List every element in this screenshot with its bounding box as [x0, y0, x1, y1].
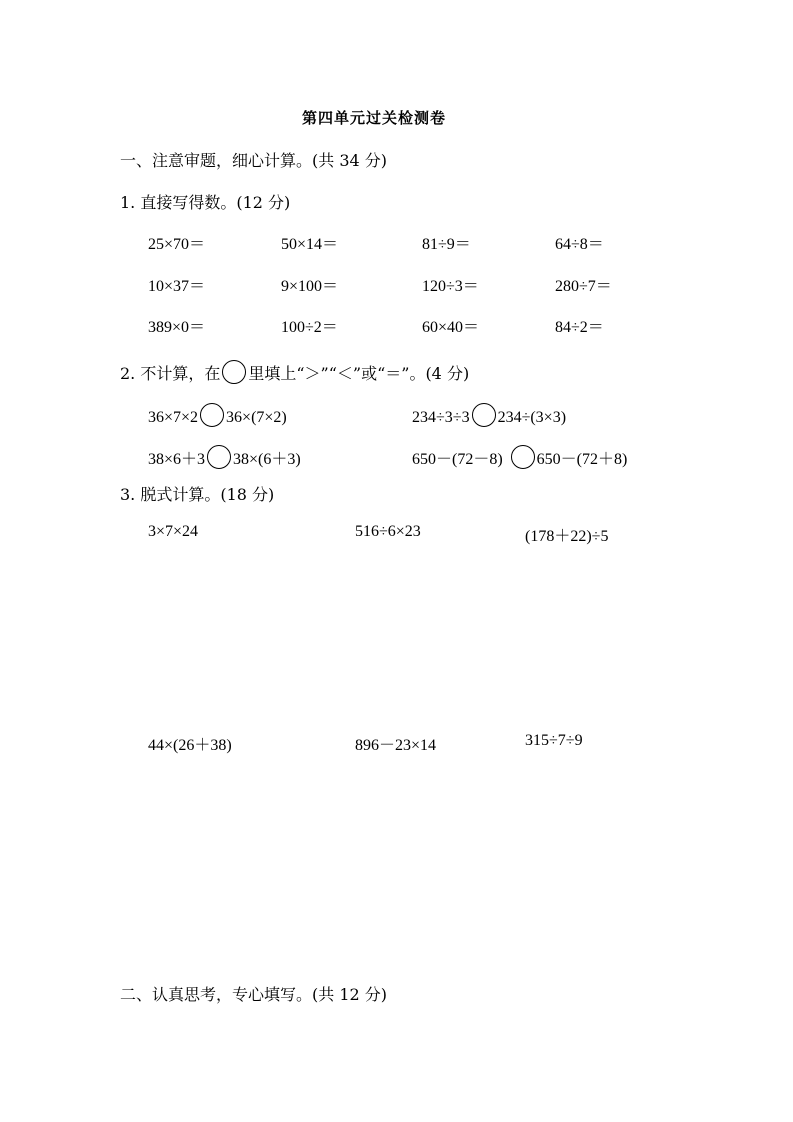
- q2-item: 36×7×2 36×(7×2): [148, 403, 287, 427]
- q1-item: 64÷8＝: [555, 236, 604, 253]
- compare-circle[interactable]: [472, 403, 496, 427]
- q2-heading-end: 里填上“＞”“＜”或“＝”。(4 分): [248, 364, 470, 383]
- q2-item: 234÷3÷3 234÷(3×3): [412, 403, 566, 427]
- q2-heading-start: 2. 不计算，在: [120, 364, 221, 383]
- section-2-heading: 二、认真思考，专心填写。(共 12 分): [120, 985, 388, 1004]
- compare-circle[interactable]: [207, 445, 231, 469]
- q1-item: 120÷3＝: [422, 278, 479, 295]
- q3-item: 44×(26＋38): [148, 737, 232, 754]
- q1-item: 81÷9＝: [422, 236, 471, 253]
- q1-item: 60×40＝: [422, 319, 480, 336]
- question-3-heading: 3. 脱式计算。(18 分): [120, 485, 275, 504]
- compare-circle[interactable]: [511, 445, 535, 469]
- q1-item: 10×37＝: [148, 278, 206, 295]
- section-1-heading: 一、注意审题，细心计算。(共 34 分): [120, 151, 388, 170]
- q1-item: 9×100＝: [281, 278, 339, 295]
- q3-item: 516÷6×23: [355, 523, 421, 540]
- q1-item: 389×0＝: [148, 319, 206, 336]
- q3-item: 896－23×14: [355, 737, 437, 754]
- page-title: 第四单元过关检测卷: [302, 109, 447, 127]
- q1-item: 100÷2＝: [281, 319, 338, 336]
- q1-item: 50×14＝: [281, 236, 339, 253]
- q2-item: 650－(72－8) 650－(72＋8): [412, 445, 627, 469]
- q3-item: (178＋22)÷5: [525, 528, 609, 545]
- q2-item: 38×6＋3 38×(6＋3): [148, 445, 301, 469]
- question-2-heading: [120, 360, 469, 384]
- q1-item: 280÷7＝: [555, 278, 612, 295]
- answer-circle-icon: [222, 360, 246, 384]
- q1-item: 25×70＝: [148, 236, 206, 253]
- q3-item: 315÷7÷9: [525, 732, 583, 749]
- question-1-heading: 1. 直接写得数。(12 分): [120, 193, 291, 212]
- q1-item: 84÷2＝: [555, 319, 604, 336]
- compare-circle[interactable]: [200, 403, 224, 427]
- q3-item: 3×7×24: [148, 523, 199, 540]
